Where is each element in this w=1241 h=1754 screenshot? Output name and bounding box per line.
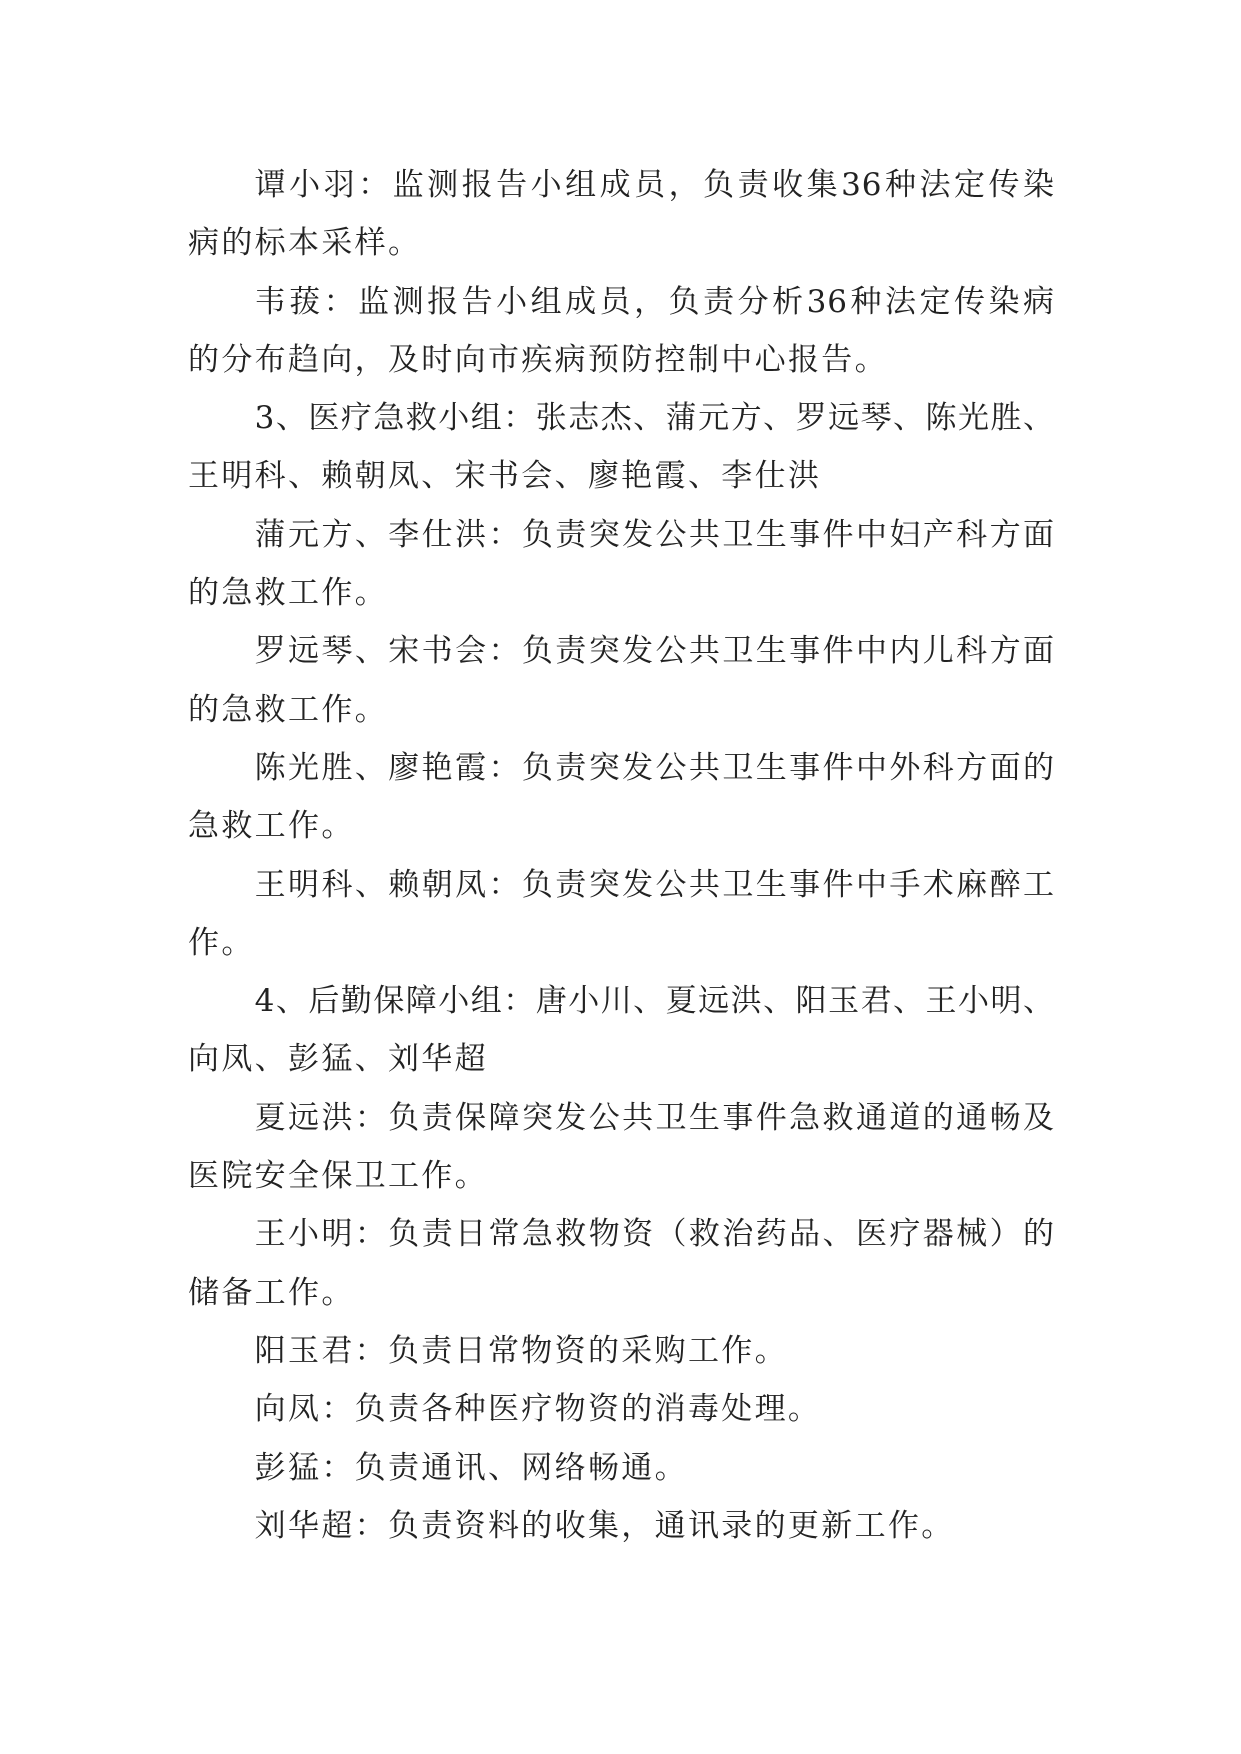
paragraph-line: 阳玉君：负责日常物资的采购工作。 [254, 1332, 788, 1369]
paragraph-line: 的分布趋向，及时向市疾病预防控制中心报告。 [188, 341, 888, 378]
paragraph-line: 的急救工作。 [188, 691, 388, 728]
paragraph-line: 蒲元方、李仕洪：负责突发公共卫生事件中妇产科方面 [254, 516, 1055, 553]
document-body [188, 156, 1055, 1555]
paragraph-line: 3、医疗急救小组：张志杰、蒲元方、罗远琴、陈光胜、 [254, 400, 1055, 437]
paragraph-line: 罗远琴、宋书会：负责突发公共卫生事件中内儿科方面 [254, 633, 1055, 670]
paragraph-line: 刘华超：负责资料的收集，通讯录的更新工作。 [254, 1507, 955, 1544]
paragraph-line: 王明科、赖朝凤、宋书会、廖艳霞、李仕洪 [188, 458, 822, 495]
duty-paragraph [188, 1322, 1055, 1380]
duty-paragraph [188, 1439, 1055, 1497]
duty-paragraph [188, 156, 1055, 273]
paragraph-line: 的急救工作。 [188, 575, 388, 612]
paragraph-line: 作。 [188, 924, 255, 961]
paragraph-line: 夏远洪：负责保障突发公共卫生事件急救通道的通畅及 [254, 1099, 1055, 1136]
paragraph-line: 医院安全保卫工作。 [188, 1158, 488, 1195]
paragraph-line: 急救工作。 [188, 808, 355, 845]
group-roster-paragraph [188, 972, 1055, 1089]
duty-paragraph [188, 1205, 1055, 1322]
duty-paragraph [188, 273, 1055, 390]
group-roster-paragraph [188, 389, 1055, 506]
paragraph-line: 王明科、赖朝凤：负责突发公共卫生事件中手术麻醉工 [254, 866, 1055, 903]
paragraph-line: 陈光胜、廖艳霞：负责突发公共卫生事件中外科方面的 [254, 749, 1055, 786]
paragraph-line: 向凤：负责各种医疗物资的消毒处理。 [254, 1391, 822, 1428]
paragraph-line: 彭猛：负责通讯、网络畅通。 [254, 1449, 688, 1486]
duty-paragraph [188, 1380, 1055, 1438]
duty-paragraph [188, 739, 1055, 856]
paragraph-line: 病的标本采样。 [188, 225, 422, 262]
paragraph-line: 谭小羽：监测报告小组成员，负责收集36种法定传染 [254, 167, 1055, 203]
duty-paragraph [188, 1089, 1055, 1206]
duty-paragraph [188, 506, 1055, 623]
paragraph-line: 韦菝：监测报告小组成员，负责分析36种法定传染病 [254, 283, 1055, 320]
duty-paragraph [188, 856, 1055, 973]
duty-paragraph [188, 1497, 1055, 1555]
paragraph-line: 向凤、彭猛、刘华超 [188, 1041, 488, 1078]
duty-paragraph [188, 622, 1055, 739]
paragraph-line: 储备工作。 [188, 1274, 355, 1311]
paragraph-line: 王小明：负责日常急救物资（救治药品、医疗器械）的 [254, 1216, 1055, 1253]
paragraph-line: 4、后勤保障小组：唐小川、夏远洪、阳玉君、王小明、 [254, 983, 1055, 1020]
